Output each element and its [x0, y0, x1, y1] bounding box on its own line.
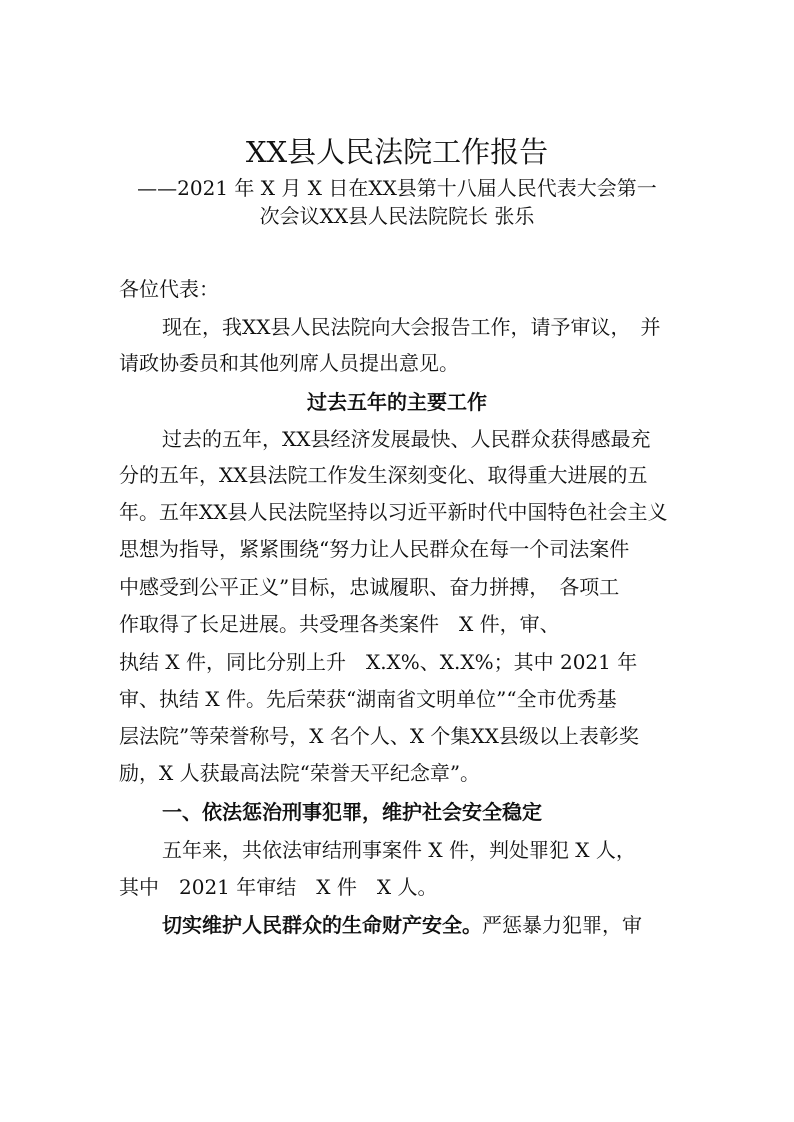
paragraph-line-2: 分的五年，XX县法院工作发生深刻变化、取得重大进展的五 [119, 463, 648, 487]
paragraph-line-10: 励，X 人获最高法院“荣誉天平纪念章”。 [119, 761, 481, 785]
last-line-bold: 切实维护人民群众的生命财产安全。 [162, 913, 482, 937]
section-heading: 过去五年的主要工作 [307, 390, 487, 414]
intro-line-1: 现在，我XX县人民法院向大会报告工作，请予审议， 并 [162, 315, 661, 339]
paragraph-line-4: 思想为指导，紧紧围绕“努力让人民群众在每一个司法案件 [119, 537, 630, 561]
last-line [162, 910, 642, 940]
section-1-line-1: 五年来，共依法审结刑事案件 X 件，判处罪犯 X 人， [162, 838, 636, 862]
subtitle-line-2: 次会议XX县人民法院院长 张乐 [259, 204, 535, 228]
paragraph-line-9: 层法院”等荣誉称号，X 名个人、X 个集XX县级以上表彰奖 [119, 724, 639, 748]
paragraph-line-7: 执结 X 件，同比分别上升 X.X%、X.X%；其中 2021 年 [119, 650, 638, 674]
paragraph-line-5: 中感受到公平正义”目标，忠诚履职、奋力拼搏， 各项工 [119, 575, 620, 599]
paragraph-line-1: 过去的五年，XX县经济发展最快、人民群众获得感最充 [162, 427, 651, 451]
intro-line-2: 请政协委员和其他列席人员提出意见。 [119, 351, 459, 375]
last-line-rest: 严惩暴力犯罪，审 [482, 913, 642, 937]
section-1-line-2: 其中 2021 年审结 X 件 X 人。 [119, 875, 438, 899]
section-1-title: 一、依法惩治刑事犯罪，维护社会安全稳定 [162, 800, 542, 824]
subtitle-line-1: ——2021 年 X 月 X 日在XX县第十八届人民代表大会第一 [137, 176, 657, 200]
paragraph-line-6: 作取得了长足进展。共受理各类案件 X 件，审、 [119, 612, 560, 636]
paragraph-line-3: 年。五年XX县人民法院坚持以习近平新时代中国特色社会主义 [119, 500, 668, 524]
document-title: XX县人民法院工作报告 [245, 135, 549, 169]
paragraph-line-8: 审、执结 X 件。先后荣获“湖南省文明单位”“全市优秀基 [119, 687, 617, 711]
salutation: 各位代表： [119, 277, 219, 301]
